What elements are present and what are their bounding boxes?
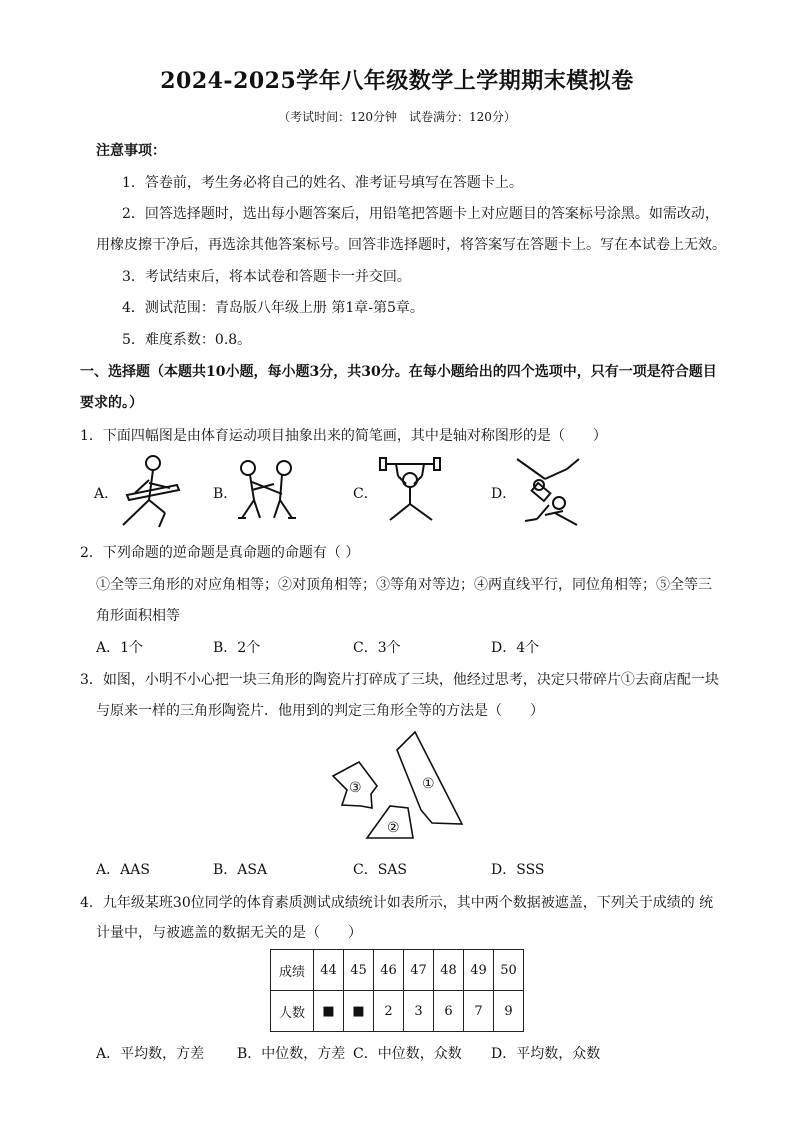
q2-option-b: B．2个	[213, 640, 261, 656]
table-cell: 7	[464, 991, 494, 1032]
table-cell: 50	[494, 950, 524, 991]
table-cell: 45	[344, 950, 374, 991]
table-cell: 3	[404, 991, 434, 1032]
shard-1-label: ①	[422, 776, 435, 792]
question-2-statements: ①全等三角形的对应角相等；②对顶角相等；③等角对等边；④两直线平行，同位角相等；⑤全等三	[96, 577, 712, 593]
table-cell: 6	[434, 991, 464, 1032]
q2-option-d: D．4个	[491, 640, 540, 656]
figure-d-skier-icon	[515, 455, 585, 530]
question-2-statements-cont: 角形面积相等	[96, 608, 180, 624]
table-cell: 48	[434, 950, 464, 991]
table-cell: 47	[404, 950, 434, 991]
q1-option-d: D．	[491, 486, 517, 502]
figure-c-weightlifter-icon	[376, 456, 446, 524]
shard-3-label: ③	[349, 780, 362, 796]
section-heading-cont: 要求的。）	[80, 395, 143, 411]
q4-option-a: A．平均数，方差	[96, 1046, 205, 1062]
q3-option-d: D．SSS	[491, 862, 545, 878]
note-item-3: 3．考试结束后，将本试卷和答题卡一并交回。	[122, 269, 411, 285]
q2-option-a: A．1个	[96, 640, 144, 656]
table-row	[271, 991, 524, 1032]
score-table	[270, 949, 524, 1032]
question-3-text: 3．如图，小明不小心把一块三角形的陶瓷片打碎成了三块，他经过思考，决定只带碎片①去商店配一块	[80, 672, 719, 688]
table-cell: 人数	[271, 991, 314, 1032]
q4-option-c: C．中位数，众数	[353, 1046, 462, 1062]
shard-2-label: ②	[387, 820, 400, 836]
table-cell: ■	[344, 991, 374, 1032]
table-cell: 44	[314, 950, 344, 991]
question-1-text: 1．下面四幅图是由体育运动项目抽象出来的简笔画，其中是轴对称图形的是（ ）	[80, 428, 607, 444]
q3-option-c: C．SAS	[353, 862, 408, 878]
q2-option-c: C．3个	[353, 640, 401, 656]
q1-option-b: B．	[213, 486, 238, 502]
table-cell: 49	[464, 950, 494, 991]
note-item-2-cont: 用橡皮擦干净后，再选涂其他答案标号。回答非选择题时，将答案写在答题卡上。写在本试卷上无效。	[96, 237, 726, 253]
notes-heading: 注意事项：	[96, 143, 166, 159]
table-cell: 46	[374, 950, 404, 991]
table-cell: ■	[314, 991, 344, 1032]
table-cell: 9	[494, 991, 524, 1032]
q1-option-a: A．	[94, 486, 119, 502]
q3-option-a: A．AAS	[96, 862, 150, 878]
note-item-2: 2．回答选择题时，选出每小题答案后，用铅笔把答题卡上对应题目的答案标号涂黑。如需改动，	[122, 206, 719, 222]
question-2-text: 2．下列命题的逆命题是真命题的命题有（ ）	[80, 545, 360, 561]
q4-option-d: D．平均数，众数	[491, 1046, 601, 1062]
page-title: 2024-2025学年八年级数学上学期期末模拟卷	[160, 68, 634, 94]
q3-option-b: B．ASA	[213, 862, 268, 878]
section-heading: 一、选择题（本题共10小题，每小题3分，共30分。在每小题给出的四个选项中，只有一项是符合题目	[80, 364, 717, 380]
table-row	[271, 950, 524, 991]
question-4-text: 4．九年级某班30位同学的体育素质测试成绩统计如表所示，其中两个数据被遮盖，下列关于成绩的 统	[80, 895, 714, 911]
note-item-1: 1．答卷前，考生务必将自己的姓名、准考证号填写在答题卡上。	[122, 175, 523, 191]
q1-option-c: C．	[353, 486, 378, 502]
question-4-text-cont: 计量中，与被遮盖的数据无关的是（ ）	[96, 925, 362, 941]
page-subtitle: （考试时间：120分钟 试卷满分：120分）	[278, 110, 516, 124]
table-cell: 成绩	[271, 950, 314, 991]
q4-option-b: B．中位数，方差	[237, 1046, 346, 1062]
question-3-text-cont: 与原来一样的三角形陶瓷片．他用到的判定三角形全等的方法是（ ）	[96, 703, 544, 719]
figure-b-wrestlers-icon	[234, 460, 304, 522]
broken-triangle-figure	[325, 728, 465, 843]
note-item-4: 4．测试范围：青岛版八年级上册 第1章-第5章。	[122, 300, 424, 316]
table-cell: 2	[374, 991, 404, 1032]
figure-a-runner-icon	[115, 455, 195, 530]
note-item-5: 5．难度系数：0.8。	[122, 332, 252, 348]
